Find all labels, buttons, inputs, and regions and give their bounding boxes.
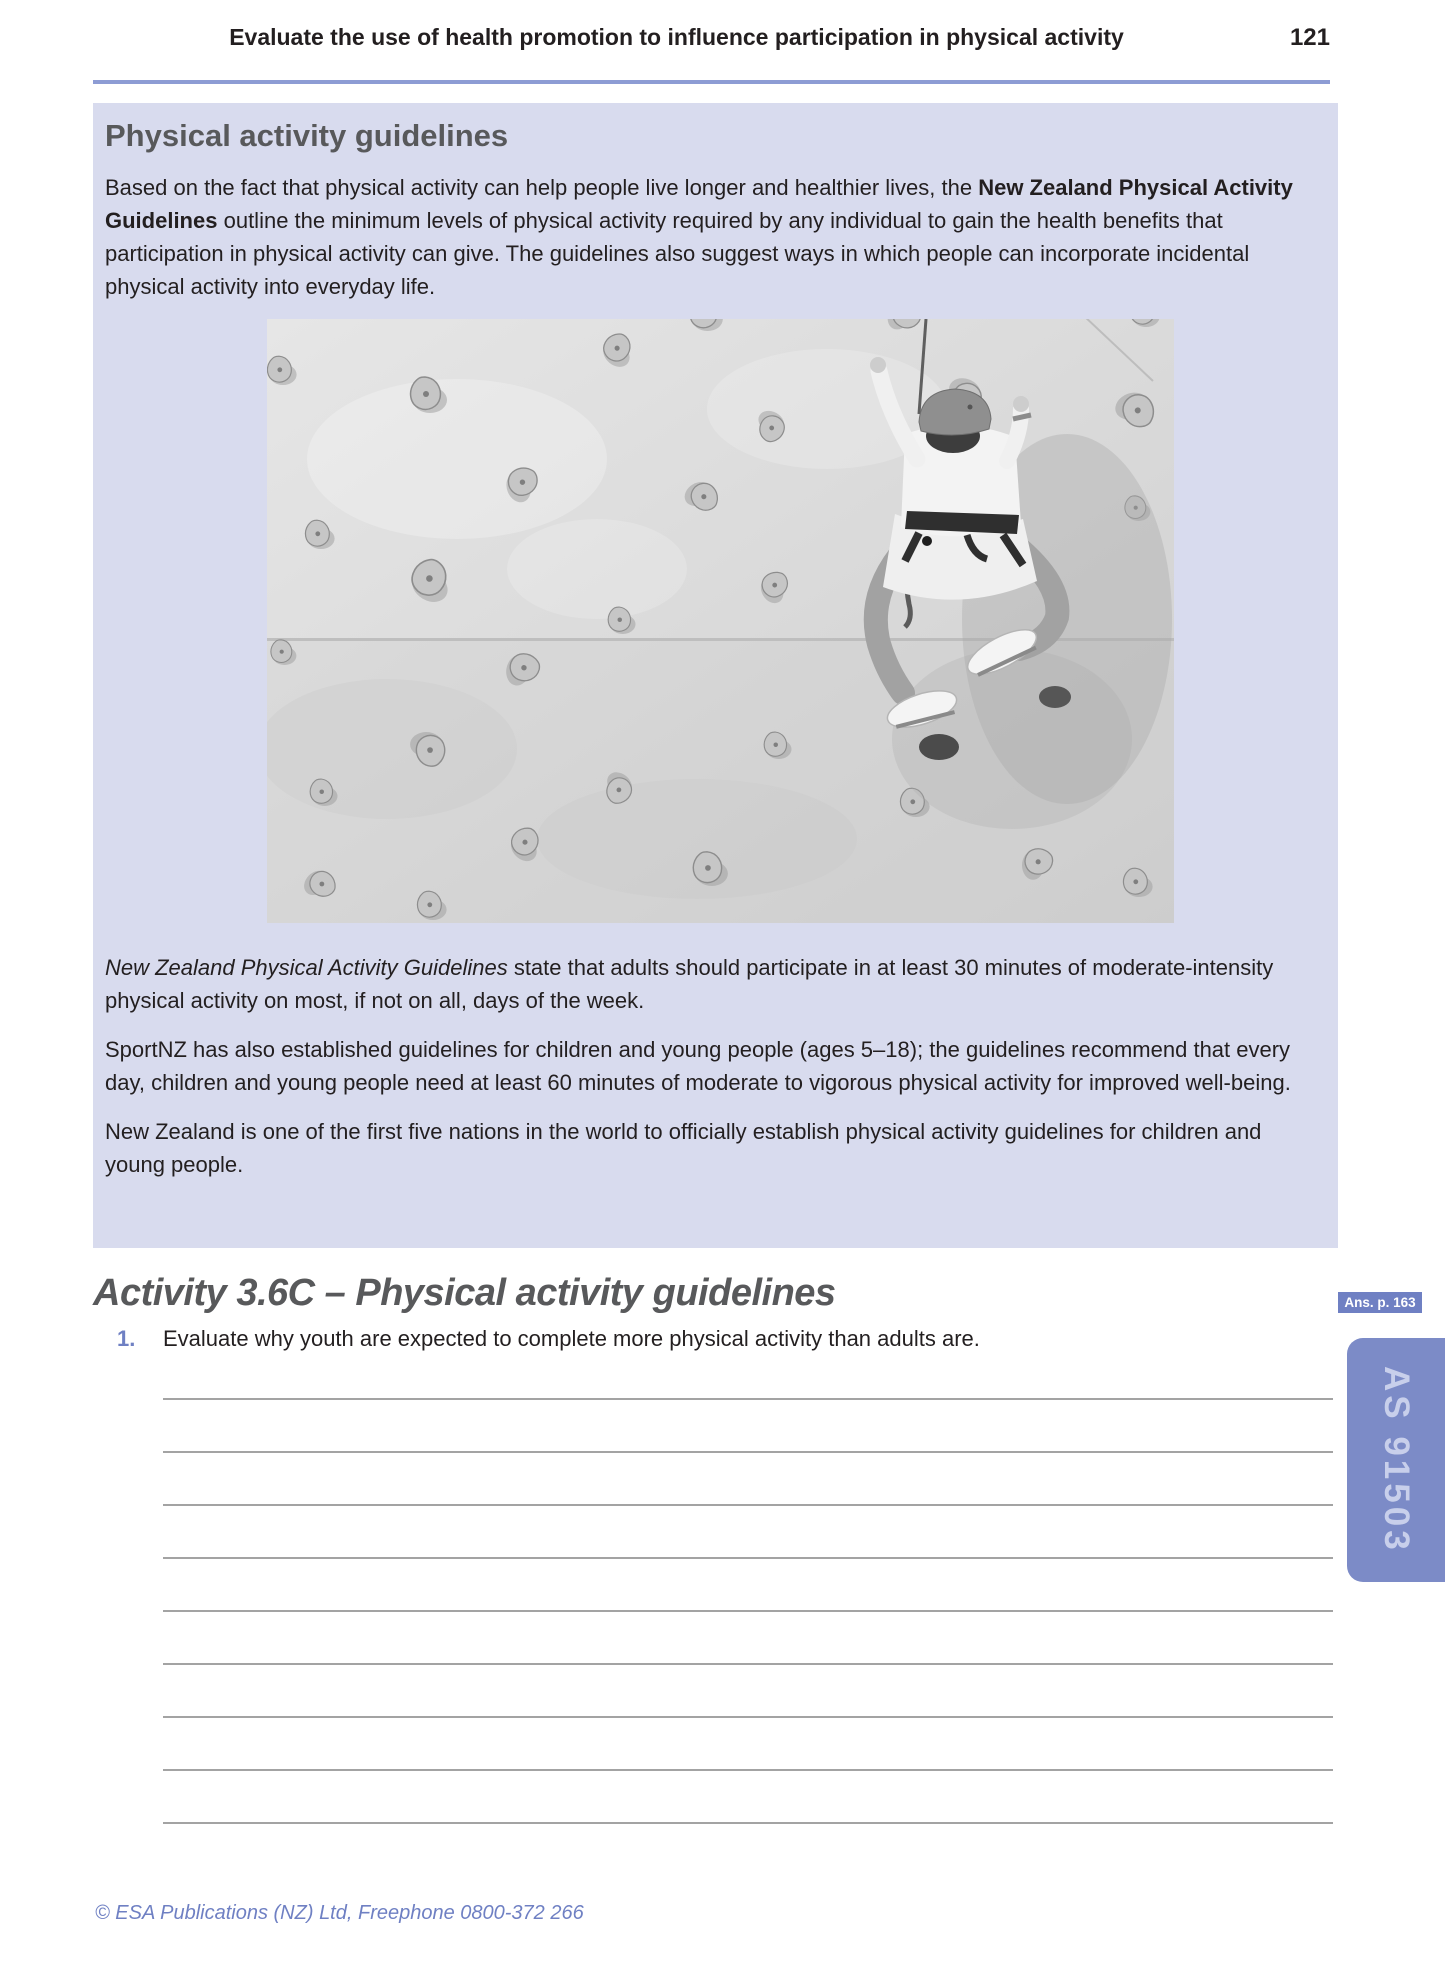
standard-tab-label: AS 91503 bbox=[1377, 1366, 1416, 1554]
para2-italic-term: New Zealand Physical Activity Guidelines bbox=[105, 955, 508, 980]
standard-tab bbox=[1347, 1338, 1445, 1582]
paragraph-adult-guidelines bbox=[105, 951, 1317, 1017]
climbing-wall-photo bbox=[267, 319, 1174, 923]
answer-page-badge: Ans. p. 163 bbox=[1338, 1292, 1422, 1313]
page-header bbox=[93, 24, 1330, 52]
answer-line[interactable] bbox=[163, 1557, 1333, 1559]
footer-credit: © ESA Publications (NZ) Ltd, Freephone 0800-372 266 bbox=[95, 1902, 584, 1924]
para2-rest: state that adults should participate in at least 30 minutes of moderate-intensity physical activity on most, if not on all, days of the week. bbox=[105, 955, 1274, 1013]
answer-line[interactable] bbox=[163, 1504, 1333, 1506]
paragraph-sportnz-guidelines: SportNZ has also established guidelines for children and young people (ages 5–18); the guidelines recommend that every day, children and young people need at least 60 minutes of moderate to vigorous physical activity for improved well-being. bbox=[105, 1037, 1291, 1095]
header-rule bbox=[93, 80, 1330, 84]
answer-line[interactable] bbox=[163, 1716, 1333, 1718]
activity-heading: Activity 3.6C – Physical activity guidelines bbox=[93, 1272, 836, 1314]
answer-line[interactable] bbox=[163, 1822, 1333, 1824]
answer-line[interactable] bbox=[163, 1610, 1333, 1612]
question-number: 1. bbox=[117, 1326, 136, 1351]
paragraph-guidelines-intro bbox=[105, 171, 1317, 303]
answer-line[interactable] bbox=[163, 1398, 1333, 1400]
info-box-heading: Physical activity guidelines bbox=[105, 118, 509, 153]
answer-line[interactable] bbox=[163, 1769, 1333, 1771]
info-box bbox=[93, 103, 1338, 1248]
answer-line[interactable] bbox=[163, 1663, 1333, 1665]
running-head-title: Evaluate the use of health promotion to influence participation in physical activity bbox=[229, 24, 1124, 50]
para1-pre: Based on the fact that physical activity can help people live longer and healthier lives, the bbox=[105, 175, 979, 200]
page-number: 121 bbox=[1289, 24, 1330, 51]
question-item bbox=[117, 1325, 1333, 1353]
para1-post: outline the minimum levels of physical activity required by any individual to gain the health benefits that participation in physical activity can give. The guidelines also suggest ways in which people can incorporate incidental physical activity into everyday life. bbox=[105, 208, 1250, 299]
answer-line[interactable] bbox=[163, 1451, 1333, 1453]
question-text: Evaluate why youth are expected to complete more physical activity than adults are. bbox=[163, 1326, 980, 1351]
paragraph-first-five-nations: New Zealand is one of the first five nations in the world to officially establish physical activity guidelines for children and young people. bbox=[105, 1119, 1262, 1177]
para1-bold-term: New Zealand Physical Activity Guidelines bbox=[105, 175, 1293, 233]
